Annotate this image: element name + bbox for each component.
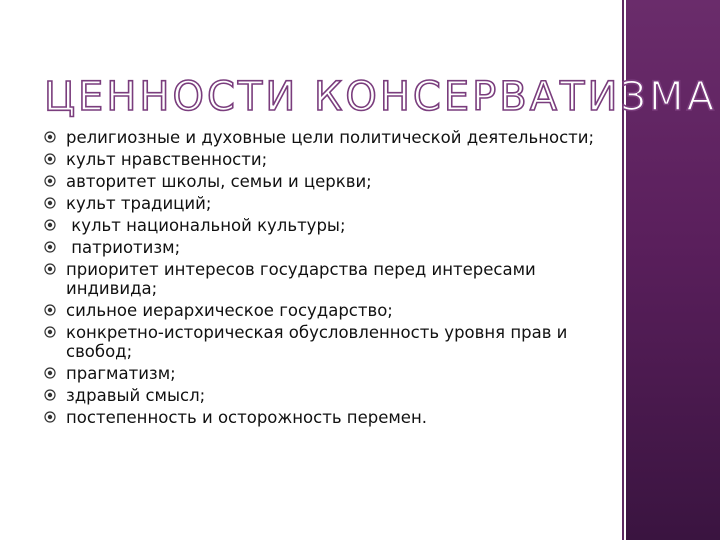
list-item — [44, 128, 614, 147]
circled-dot-icon — [44, 219, 56, 231]
list-item — [44, 301, 614, 320]
list-item-text: патриотизм; — [66, 238, 181, 257]
circled-dot-icon — [44, 175, 56, 187]
list-item — [44, 150, 614, 169]
list-item-text: религиозные и духовные цели политической деятельности; — [66, 128, 595, 147]
list-item-text: здравый смысл; — [66, 386, 206, 405]
circled-dot-icon — [44, 367, 56, 379]
list-item-text: конкретно-историческая обусловленность уровня прав и свобод; — [66, 323, 568, 361]
list-item — [44, 238, 614, 257]
circled-dot-icon — [44, 411, 56, 423]
circled-dot-icon — [44, 326, 56, 338]
list-item-text: прагматизм; — [66, 364, 176, 383]
circled-dot-icon — [44, 241, 56, 253]
circled-dot-icon — [44, 197, 56, 209]
list-item-text: сильное иерархическое государство; — [66, 301, 393, 320]
list-item-text: культ национальной культуры; — [66, 216, 346, 235]
list-item-text: культ нравственности; — [66, 150, 268, 169]
list-item — [44, 386, 614, 405]
list-item — [44, 216, 614, 235]
list-item-text: культ традиций; — [66, 194, 212, 213]
list-item-text: приоритет интересов государства перед интересами индивида; — [66, 260, 536, 298]
list-item — [44, 364, 614, 383]
circled-dot-icon — [44, 153, 56, 165]
circled-dot-icon — [44, 304, 56, 316]
list-item-text: авторитет школы, семьи и церкви; — [66, 172, 372, 191]
list-item — [44, 323, 614, 361]
circled-dot-icon — [44, 263, 56, 275]
list-item — [44, 408, 614, 427]
list-item — [44, 194, 614, 213]
list-item — [44, 172, 614, 191]
values-list — [44, 128, 614, 430]
list-item-text: постепенность и осторожность перемен. — [66, 408, 427, 427]
circled-dot-icon — [44, 131, 56, 143]
slide-title — [44, 70, 717, 120]
slide-title-text: ЦЕННОСТИ КОНСЕРВАТИЗМА — [44, 74, 717, 120]
list-item — [44, 260, 614, 298]
circled-dot-icon — [44, 389, 56, 401]
